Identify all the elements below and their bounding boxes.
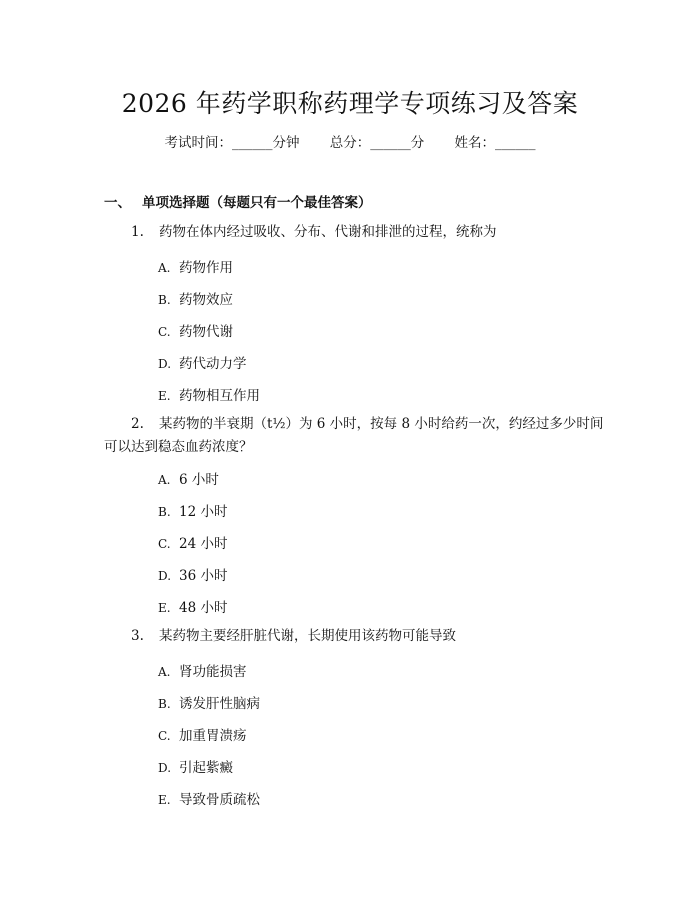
option-text: 肾功能损害 xyxy=(179,664,247,680)
question-text: 药物在体内经过吸收、分布、代谢和排泄的过程，统称为 xyxy=(159,224,497,240)
option-label: E. xyxy=(158,793,171,807)
exam-time: 考试时间：______分钟 xyxy=(164,135,300,151)
option-item xyxy=(158,660,247,680)
option-text: 36 小时 xyxy=(179,568,228,584)
question-number: 3. xyxy=(131,628,144,644)
option-text: 药物代谢 xyxy=(179,324,233,340)
option-text: 诱发肝性脑病 xyxy=(179,696,260,712)
option-item xyxy=(158,564,227,584)
option-text: 药物效应 xyxy=(179,292,233,308)
option-label: B. xyxy=(158,293,171,307)
option-text: 6 小时 xyxy=(179,472,219,488)
question-number: 1. xyxy=(131,224,144,240)
section-number: 一、 xyxy=(104,195,131,211)
option-text: 引起紫癜 xyxy=(179,760,233,776)
option-text: 药代动力学 xyxy=(179,356,247,372)
option-label: D. xyxy=(158,761,172,775)
option-item xyxy=(158,468,219,488)
option-label: C. xyxy=(158,325,171,339)
question-text: 某药物的半衰期（t½）为 6 小时，按每 8 小时给药一次，约经过多少时间可以达到稳态血药浓度？ xyxy=(104,416,604,455)
option-label: C. xyxy=(158,537,171,551)
option-item xyxy=(158,288,233,308)
option-label: E. xyxy=(158,389,171,403)
option-item xyxy=(158,256,233,276)
option-label: D. xyxy=(158,569,172,583)
option-item xyxy=(158,756,233,776)
exam-name: 姓名：______ xyxy=(454,135,536,151)
option-text: 12 小时 xyxy=(179,504,228,520)
question-number: 2. xyxy=(131,416,144,432)
question-3 xyxy=(104,625,604,648)
option-item xyxy=(158,788,260,808)
section-label: 单项选择题（每题只有一个最佳答案） xyxy=(142,195,372,211)
question-text: 某药物主要经肝脏代谢，长期使用该药物可能导致 xyxy=(159,628,456,644)
option-label: B. xyxy=(158,697,171,711)
option-item xyxy=(158,532,227,552)
option-text: 导致骨质疏松 xyxy=(179,792,260,808)
question-1 xyxy=(104,221,604,244)
section-heading xyxy=(104,191,372,211)
option-text: 24 小时 xyxy=(179,536,228,552)
option-label: C. xyxy=(158,729,171,743)
exam-score: 总分：______分 xyxy=(329,135,425,151)
option-item xyxy=(158,320,233,340)
option-text: 药物相互作用 xyxy=(179,388,260,404)
page-title: 2026 年药学职称药理学专项练习及答案 xyxy=(121,89,579,118)
option-item xyxy=(158,724,247,744)
option-label: A. xyxy=(158,473,171,487)
option-label: A. xyxy=(158,665,171,679)
option-label: A. xyxy=(158,261,171,275)
option-item xyxy=(158,352,247,372)
option-label: E. xyxy=(158,601,171,615)
option-item xyxy=(158,500,227,520)
option-text: 药物作用 xyxy=(179,260,233,276)
option-item xyxy=(158,692,260,712)
exam-meta xyxy=(0,131,700,151)
option-item xyxy=(158,384,260,404)
option-label: D. xyxy=(158,357,172,371)
option-item xyxy=(158,596,227,616)
option-label: B. xyxy=(158,505,171,519)
option-text: 48 小时 xyxy=(179,600,228,616)
question-2 xyxy=(104,413,604,459)
option-text: 加重胃溃疡 xyxy=(179,728,247,744)
